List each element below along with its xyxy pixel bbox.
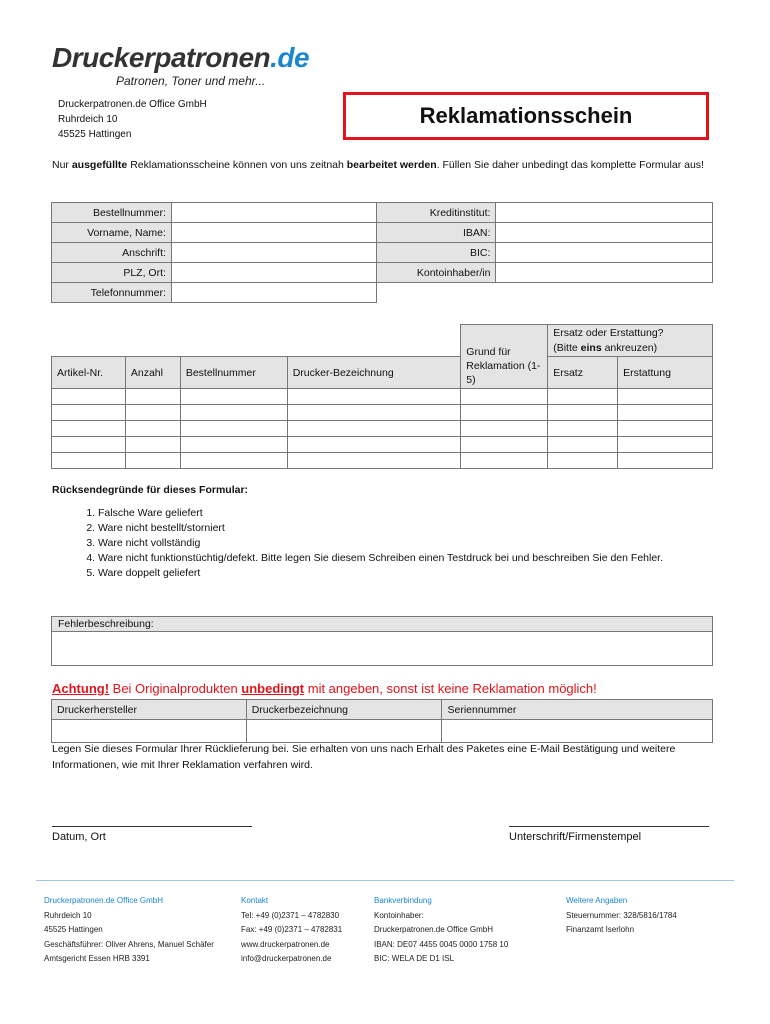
intro-part: Nur xyxy=(52,159,72,171)
label-bestellnummer: Bestellnummer: xyxy=(52,203,172,223)
sender-line-3: 45525 Hattingen xyxy=(58,129,132,140)
cell[interactable] xyxy=(125,389,180,405)
table-row xyxy=(52,453,713,469)
note-part: ankreuzen) xyxy=(601,341,658,354)
empty-cell xyxy=(376,283,496,303)
reasons-title: Rücksendegründe für dieses Formular: xyxy=(52,484,249,496)
field-bestellnummer[interactable] xyxy=(171,203,376,223)
cell[interactable] xyxy=(287,453,461,469)
field-telefon[interactable] xyxy=(171,283,376,303)
form-row xyxy=(52,263,713,283)
cell[interactable] xyxy=(618,421,713,437)
footer-heading: Kontakt xyxy=(241,896,269,905)
col-seriennummer: Seriennummer xyxy=(442,700,713,720)
cell[interactable] xyxy=(287,421,461,437)
reasons-list xyxy=(52,506,758,581)
label-anschrift: Anschrift: xyxy=(52,243,172,263)
cell[interactable] xyxy=(618,453,713,469)
form-row xyxy=(52,203,713,223)
field-anschrift[interactable] xyxy=(171,243,376,263)
intro-text xyxy=(52,158,712,173)
cell[interactable] xyxy=(125,405,180,421)
cell[interactable] xyxy=(125,421,180,437)
cell[interactable] xyxy=(52,405,126,421)
cell[interactable] xyxy=(52,421,126,437)
form-row xyxy=(52,223,713,243)
fehler-label: Fehlerbeschreibung: xyxy=(51,616,713,632)
logo-tagline: Patronen, Toner und mehr... xyxy=(116,74,266,88)
achtung-part: Bei Originalprodukten xyxy=(109,681,242,696)
fehler-field[interactable] xyxy=(51,632,713,666)
label-name: Vorname, Name: xyxy=(52,223,172,243)
sender-address xyxy=(58,97,207,142)
articles-header-row xyxy=(52,357,713,389)
footer-line: Amtsgericht Essen HRB 3391 xyxy=(44,954,150,963)
sender-line-2: Ruhrdeich 10 xyxy=(58,114,118,125)
field-kontoinhaber[interactable] xyxy=(496,263,713,283)
footer-line: Fax: +49 (0)2371 – 4782831 xyxy=(241,925,343,934)
footer-heading: Bankverbindung xyxy=(374,896,432,905)
cell[interactable] xyxy=(180,405,287,421)
cell[interactable] xyxy=(461,405,548,421)
achtung-bold: unbedingt xyxy=(241,681,305,696)
table-row xyxy=(52,421,713,437)
col-grund xyxy=(461,325,548,389)
list-item: 1. Falsche Ware geliefert xyxy=(98,506,758,521)
company-signature-line[interactable] xyxy=(509,826,709,827)
field-bic[interactable] xyxy=(496,243,713,263)
empty-cell xyxy=(496,283,713,303)
cell[interactable] xyxy=(52,389,126,405)
footer-bank xyxy=(374,894,508,967)
intro-part: Reklamationsscheine können von uns zeitnah xyxy=(127,159,347,171)
cell[interactable] xyxy=(180,453,287,469)
achtung-bold: Achtung! xyxy=(52,681,110,696)
ersatz-group-title: Ersatz oder Erstattung? xyxy=(553,326,664,339)
footer-line: 45525 Hattingen xyxy=(44,925,103,934)
cell[interactable] xyxy=(461,437,548,453)
field-druckerbezeichnung[interactable] xyxy=(246,720,442,743)
note-part: (Bitte xyxy=(553,341,581,354)
col-druckerhersteller: Druckerhersteller xyxy=(52,700,247,720)
list-item: 5. Ware doppelt geliefert xyxy=(98,566,758,581)
cell[interactable] xyxy=(287,437,461,453)
cell[interactable] xyxy=(618,405,713,421)
footer-line: Tel: +49 (0)2371 – 4782830 xyxy=(241,910,340,920)
label-kreditinstitut: Kreditinstitut: xyxy=(376,203,496,223)
label-iban: IBAN: xyxy=(376,223,496,243)
footer-heading: Weitere Angaben xyxy=(566,896,628,905)
customer-form xyxy=(51,202,713,303)
label-plz-ort: PLZ, Ort: xyxy=(52,263,172,283)
cell[interactable] xyxy=(52,437,126,453)
footer-email-link[interactable]: info@druckerpatronen.de xyxy=(241,954,332,963)
cell[interactable] xyxy=(461,389,548,405)
footer-line: Finanzamt Iserlohn xyxy=(566,925,635,934)
intro-part: . Füllen Sie daher unbedingt das komplette Formular aus! xyxy=(436,159,704,171)
note-bold: eins xyxy=(580,341,602,354)
signature-stamp-label: Unterschrift/Firmenstempel xyxy=(509,831,642,843)
col-erstattung: Erstattung xyxy=(618,357,713,389)
field-name[interactable] xyxy=(171,223,376,243)
col-ersatz: Ersatz xyxy=(548,357,618,389)
ersatz-group-row xyxy=(52,325,713,357)
list-item: 3. Ware nicht vollständig xyxy=(98,536,758,551)
cell[interactable] xyxy=(52,453,126,469)
date-signature-line[interactable] xyxy=(52,826,252,827)
footer-line: BIC: WELA DE D1 ISL xyxy=(374,954,455,963)
original-product-table xyxy=(51,699,713,743)
field-seriennummer[interactable] xyxy=(442,720,713,743)
cell[interactable] xyxy=(287,389,461,405)
sender-line-1: Druckerpatronen.de Office GmbH xyxy=(58,99,207,110)
cell[interactable] xyxy=(180,421,287,437)
cell[interactable] xyxy=(125,437,180,453)
footer-website-link[interactable]: www.druckerpatronen.de xyxy=(241,939,330,949)
cell[interactable] xyxy=(618,437,713,453)
cell[interactable] xyxy=(180,437,287,453)
footer-line: Geschäftsführer: Oliver Ahrens, Manuel Schäfer xyxy=(44,939,214,949)
table-row xyxy=(52,405,713,421)
cell[interactable] xyxy=(618,389,713,405)
footer-heading: Druckerpatronen.de Office GmbH xyxy=(44,896,164,905)
footer-line: IBAN: DE07 4455 0045 0000 1758 10 xyxy=(374,939,509,949)
list-item: 4. Ware nicht funktionstüchtig/defekt. Bitte legen Sie diesem Schreiben einen Testdruck bei und beschreiben Sie den Fehler. xyxy=(98,551,758,566)
field-iban[interactable] xyxy=(496,223,713,243)
cell[interactable] xyxy=(548,405,618,421)
field-kreditinstitut[interactable] xyxy=(496,203,713,223)
closing-text: Legen Sie dieses Formular Ihrer Rücklieferung bei. Sie erhalten von uns nach Erhalt des Paketes eine E-Mail Bestätigung und weitere Informationen, wie mit Ihrer Reklamation verfahren wird. xyxy=(52,743,676,771)
footer-line: Kontoinhaber: xyxy=(374,910,424,920)
cell[interactable] xyxy=(461,453,548,469)
document-title: Reklamationsschein xyxy=(343,92,709,140)
list-item: 2. Ware nicht bestellt/storniert xyxy=(98,521,758,536)
logo-tld-text: .de xyxy=(270,42,310,73)
cell[interactable] xyxy=(548,421,618,437)
col-anzahl: Anzahl xyxy=(125,357,180,389)
original-header-row xyxy=(52,700,713,720)
col-bestellnummer: Bestellnummer xyxy=(180,357,287,389)
intro-bold: bearbeitet werden xyxy=(346,159,437,171)
cell[interactable] xyxy=(548,437,618,453)
cell[interactable] xyxy=(548,389,618,405)
company-logo xyxy=(52,42,309,74)
footer-company xyxy=(44,894,214,967)
form-row xyxy=(52,243,713,263)
label-telefon: Telefonnummer: xyxy=(52,283,172,303)
cell[interactable] xyxy=(461,421,548,437)
form-row xyxy=(52,283,713,303)
field-plz-ort[interactable] xyxy=(171,263,376,283)
achtung-warning xyxy=(52,681,597,696)
cell[interactable] xyxy=(125,453,180,469)
articles-table xyxy=(51,324,713,469)
footer-line: Druckerpatronen.de Office GmbH xyxy=(374,925,494,934)
table-row xyxy=(52,389,713,405)
table-row xyxy=(52,720,713,743)
achtung-part: mit angeben, sonst ist keine Reklamation möglich! xyxy=(304,681,597,696)
footer-more xyxy=(566,894,677,938)
col-grund-label: Grund für Reklamation (1-5) xyxy=(466,345,541,386)
intro-bold: ausgefüllte xyxy=(71,159,128,171)
label-bic: BIC: xyxy=(376,243,496,263)
date-place-label: Datum, Ort xyxy=(52,831,106,843)
col-druckerbezeichnung: Druckerbezeichnung xyxy=(246,700,442,720)
col-drucker-bezeichnung: Drucker-Bezeichnung xyxy=(287,357,461,389)
footer-contact xyxy=(241,894,342,967)
field-druckerhersteller[interactable] xyxy=(52,720,247,743)
col-artikel-nr: Artikel-Nr. xyxy=(52,357,126,389)
label-kontoinhaber: Kontoinhaber/in xyxy=(376,263,496,283)
logo-main-text: Druckerpatronen xyxy=(52,42,271,73)
cell[interactable] xyxy=(548,453,618,469)
footer-line: Steuernummer: 328/5816/1784 xyxy=(566,910,677,920)
footer-line: Ruhrdeich 10 xyxy=(44,910,92,920)
ersatz-group-note xyxy=(553,341,707,356)
table-row xyxy=(52,437,713,453)
empty-cell xyxy=(52,325,461,357)
footer-divider xyxy=(36,880,734,881)
cell[interactable] xyxy=(287,405,461,421)
col-ersatz-group xyxy=(548,325,713,357)
cell[interactable] xyxy=(180,389,287,405)
